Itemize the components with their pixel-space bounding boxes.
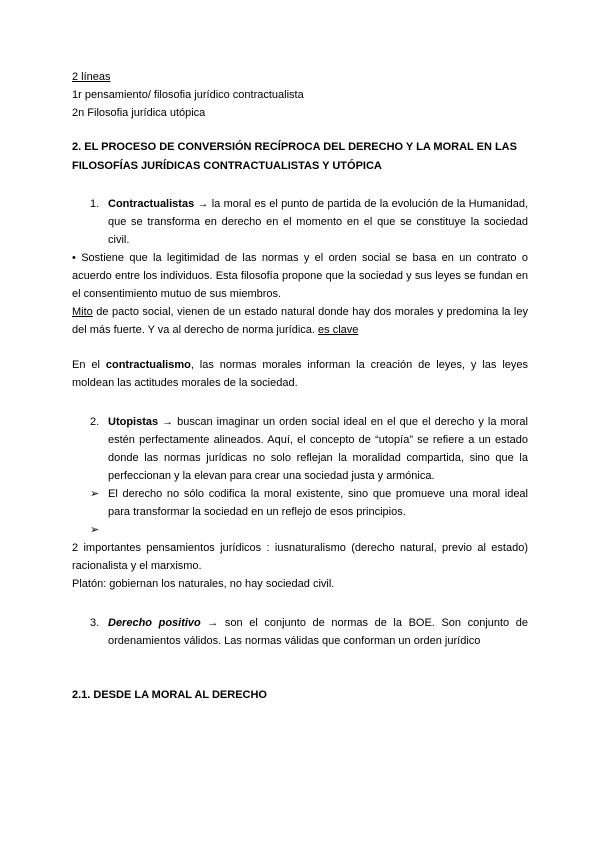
- arrow-bullet-icon: ➢: [90, 488, 100, 500]
- list-item-utopistas: [90, 413, 528, 485]
- section-2-title: [72, 138, 528, 176]
- arrow-bullet-icon: ➢: [90, 524, 100, 536]
- intro-line-1: 1r pensamiento/ filosofia jurídico contractualista: [72, 89, 304, 101]
- pensamientos-paragraph: 2 importantes pensamientos jurídicos : iusnaturalismo (derecho natural, previo al estado) racionalista y el marxismo.: [72, 542, 528, 572]
- intro-line-2: 2n Filosofia jurídica utópica: [72, 107, 206, 119]
- bullet-contract-legitimacy: • Sostiene que la legitimidad de las normas y el orden social se basa en un contrato o acuerdo entre los individuos. Esta filosofía propone que la sociedad y sus leyes se fundan en el consentimiento mutuo de sus miembros.: [72, 252, 528, 300]
- term-contractualismo: contractualismo: [105, 359, 191, 371]
- mito-word: Mito: [72, 306, 93, 318]
- intro-heading: 2 líneas: [72, 71, 111, 83]
- utopistas-text: → buscan imaginar un orden social ideal en el que el derecho y la moral estén perfectamente alineados. Aquí, el concepto de “utopía” se refiere a un estado donde las normas jurídicas no solo reflejan la moralidad compartida, sino que la perfeccionan y la elevan para crear una sociedad justa y armónica.: [108, 416, 528, 482]
- contractualistas-text: → la moral es el punto de partida de la evolución de la Humanidad, que se transforma en derecho en el momento en el que se constituye la sociedad civil.: [108, 198, 528, 246]
- contractualismo-paragraph: En el contractualismo, las normas morales informan la creación de leyes, y las leyes moldean las actitudes morales de la sociedad.: [72, 359, 528, 389]
- section-2-title-line-2: FILOSOFÍAS JURÍDICAS CONTRACTUALISTAS Y UTÓPICA: [72, 160, 382, 172]
- section-2-title-line-1: 2. EL PROCESO DE CONVERSIÓN RECÍPROCA DEL DERECHO Y LA MORAL EN LAS: [72, 141, 517, 153]
- list-item-derecho-positivo: [90, 614, 528, 650]
- list-item-contractualistas: [90, 195, 528, 249]
- mito-text: de pacto social, vienen de un estado natural donde hay dos morales y predomina la ley del más fuerte. Y va al derecho de norma jurídica.: [72, 306, 528, 336]
- list-number: 3.: [90, 617, 100, 629]
- es-clave: es clave: [318, 324, 359, 336]
- list-number: 1.: [90, 198, 100, 210]
- term-contractualistas: Contractualistas: [108, 198, 195, 210]
- platon-line: Platón: gobiernan los naturales, no hay sociedad civil.: [72, 578, 335, 590]
- arrow-item-derecho: [90, 485, 528, 521]
- arrow-item-empty: [90, 521, 528, 539]
- mito-paragraph: [72, 303, 528, 339]
- list-number: 2.: [90, 416, 100, 428]
- term-utopistas: Utopistas: [108, 416, 159, 428]
- section-2-1-title: 2.1. DESDE LA MORAL AL DERECHO: [72, 689, 267, 701]
- arrow-item-text: El derecho no sólo codifica la moral existente, sino que promueve una moral ideal para transformar la sociedad en un reflejo de esos principios.: [108, 488, 528, 518]
- derecho-positivo-text: → son el conjunto de normas de la BOE. Son conjunto de ordenamientos válidos. Las normas válidas que conforman un orden jurídico: [108, 617, 528, 647]
- term-derecho-positivo: Derecho positivo: [108, 617, 201, 629]
